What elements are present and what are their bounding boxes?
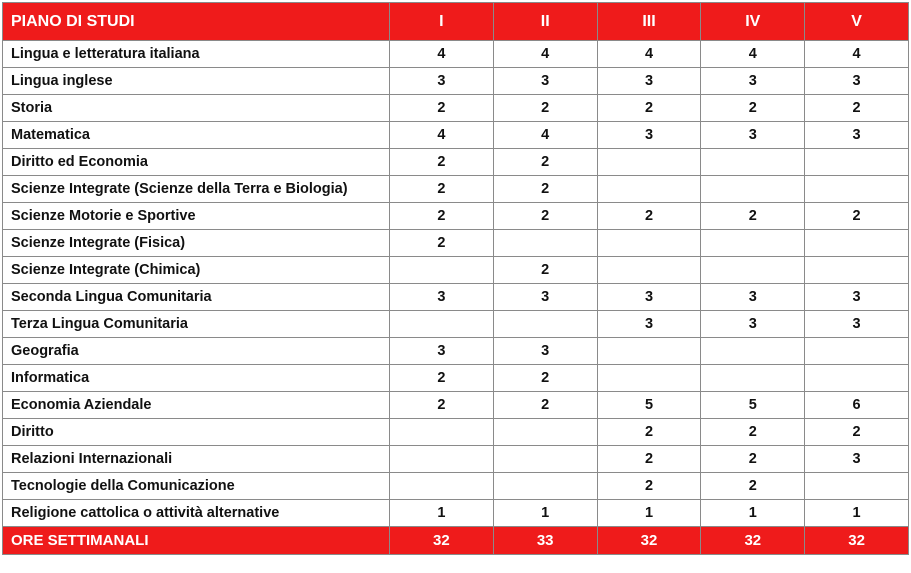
table-row bbox=[3, 392, 909, 419]
hours-cell: 4 bbox=[597, 41, 701, 68]
hours-cell: 4 bbox=[805, 41, 909, 68]
subject-cell: Lingua e letteratura italiana bbox=[3, 41, 390, 68]
hours-cell: 2 bbox=[493, 149, 597, 176]
hours-cell bbox=[390, 473, 494, 500]
hours-cell: 2 bbox=[390, 176, 494, 203]
hours-cell bbox=[493, 419, 597, 446]
table-row bbox=[3, 257, 909, 284]
hours-cell bbox=[493, 311, 597, 338]
hours-cell: 3 bbox=[805, 284, 909, 311]
hours-cell: 5 bbox=[701, 392, 805, 419]
hours-cell bbox=[597, 149, 701, 176]
table-row bbox=[3, 95, 909, 122]
table-row bbox=[3, 176, 909, 203]
hours-cell bbox=[390, 446, 494, 473]
hours-cell bbox=[597, 176, 701, 203]
table-row bbox=[3, 419, 909, 446]
hours-cell bbox=[701, 176, 805, 203]
hours-cell: 3 bbox=[390, 338, 494, 365]
hours-cell: 4 bbox=[493, 122, 597, 149]
hours-cell bbox=[805, 149, 909, 176]
hours-cell: 2 bbox=[390, 392, 494, 419]
hours-cell: 2 bbox=[805, 203, 909, 230]
subject-cell: Diritto ed Economia bbox=[3, 149, 390, 176]
hours-cell: 2 bbox=[701, 446, 805, 473]
hours-cell bbox=[805, 176, 909, 203]
hours-cell: 2 bbox=[701, 473, 805, 500]
hours-cell bbox=[805, 257, 909, 284]
subject-cell: Lingua inglese bbox=[3, 68, 390, 95]
hours-cell: 2 bbox=[597, 95, 701, 122]
table-row bbox=[3, 338, 909, 365]
hours-cell: 2 bbox=[701, 203, 805, 230]
hours-cell bbox=[493, 230, 597, 257]
hours-cell: 3 bbox=[597, 311, 701, 338]
hours-cell: 1 bbox=[390, 500, 494, 527]
subject-cell: Scienze Integrate (Scienze della Terra e Biologia) bbox=[3, 176, 390, 203]
subject-cell: Tecnologie della Comunicazione bbox=[3, 473, 390, 500]
subject-cell: Scienze Motorie e Sportive bbox=[3, 203, 390, 230]
hours-cell: 1 bbox=[493, 500, 597, 527]
table-row bbox=[3, 284, 909, 311]
hours-cell: 2 bbox=[493, 257, 597, 284]
hours-cell: 2 bbox=[701, 419, 805, 446]
hours-cell: 3 bbox=[493, 68, 597, 95]
hours-cell: 3 bbox=[701, 68, 805, 95]
table-row bbox=[3, 230, 909, 257]
year-header: I bbox=[390, 3, 494, 41]
hours-cell: 2 bbox=[493, 392, 597, 419]
hours-cell: 3 bbox=[597, 284, 701, 311]
hours-cell bbox=[597, 338, 701, 365]
hours-cell: 2 bbox=[493, 365, 597, 392]
hours-cell bbox=[701, 365, 805, 392]
hours-cell bbox=[493, 446, 597, 473]
hours-cell: 2 bbox=[390, 95, 494, 122]
totals-label: ORE SETTIMANALI bbox=[3, 527, 390, 555]
header-row bbox=[3, 3, 909, 41]
hours-cell bbox=[390, 257, 494, 284]
total-cell: 32 bbox=[701, 527, 805, 555]
hours-cell: 2 bbox=[597, 203, 701, 230]
hours-cell bbox=[805, 365, 909, 392]
hours-cell bbox=[701, 257, 805, 284]
subject-cell: Storia bbox=[3, 95, 390, 122]
table-row bbox=[3, 500, 909, 527]
hours-cell: 3 bbox=[805, 68, 909, 95]
hours-cell bbox=[390, 419, 494, 446]
year-header: III bbox=[597, 3, 701, 41]
table-row bbox=[3, 68, 909, 95]
total-cell: 32 bbox=[390, 527, 494, 555]
table-row bbox=[3, 365, 909, 392]
subject-cell: Scienze Integrate (Chimica) bbox=[3, 257, 390, 284]
table-footer bbox=[3, 527, 909, 555]
subject-cell: Scienze Integrate (Fisica) bbox=[3, 230, 390, 257]
hours-cell: 2 bbox=[390, 365, 494, 392]
hours-cell: 2 bbox=[493, 95, 597, 122]
subject-cell: Diritto bbox=[3, 419, 390, 446]
hours-cell: 3 bbox=[493, 284, 597, 311]
hours-cell bbox=[701, 338, 805, 365]
hours-cell: 4 bbox=[390, 122, 494, 149]
year-header: V bbox=[805, 3, 909, 41]
subject-cell: Matematica bbox=[3, 122, 390, 149]
hours-cell: 1 bbox=[701, 500, 805, 527]
hours-cell bbox=[493, 473, 597, 500]
hours-cell: 3 bbox=[597, 122, 701, 149]
subject-cell: Terza Lingua Comunitaria bbox=[3, 311, 390, 338]
hours-cell bbox=[805, 338, 909, 365]
hours-cell bbox=[390, 311, 494, 338]
hours-cell: 3 bbox=[390, 68, 494, 95]
hours-cell: 2 bbox=[805, 419, 909, 446]
table-row bbox=[3, 203, 909, 230]
table-body bbox=[3, 41, 909, 527]
hours-cell: 2 bbox=[701, 95, 805, 122]
hours-cell: 4 bbox=[701, 41, 805, 68]
table-row bbox=[3, 149, 909, 176]
hours-cell: 5 bbox=[597, 392, 701, 419]
year-header: IV bbox=[701, 3, 805, 41]
hours-cell: 4 bbox=[390, 41, 494, 68]
hours-cell: 3 bbox=[805, 122, 909, 149]
hours-cell: 2 bbox=[493, 176, 597, 203]
hours-cell bbox=[597, 365, 701, 392]
table-header bbox=[3, 3, 909, 41]
hours-cell: 4 bbox=[493, 41, 597, 68]
hours-cell bbox=[597, 257, 701, 284]
hours-cell: 6 bbox=[805, 392, 909, 419]
hours-cell bbox=[805, 473, 909, 500]
total-cell: 32 bbox=[597, 527, 701, 555]
hours-cell: 2 bbox=[390, 149, 494, 176]
hours-cell: 3 bbox=[701, 284, 805, 311]
hours-cell: 3 bbox=[493, 338, 597, 365]
table-row bbox=[3, 41, 909, 68]
table-row bbox=[3, 122, 909, 149]
table-row bbox=[3, 473, 909, 500]
hours-cell: 3 bbox=[597, 68, 701, 95]
total-cell: 32 bbox=[805, 527, 909, 555]
table-row bbox=[3, 311, 909, 338]
hours-cell: 3 bbox=[701, 311, 805, 338]
hours-cell bbox=[597, 230, 701, 257]
hours-cell: 3 bbox=[805, 446, 909, 473]
subject-cell: Relazioni Internazionali bbox=[3, 446, 390, 473]
hours-cell bbox=[701, 230, 805, 257]
year-header: II bbox=[493, 3, 597, 41]
table-title: PIANO DI STUDI bbox=[3, 3, 390, 41]
hours-cell: 2 bbox=[493, 203, 597, 230]
hours-cell: 1 bbox=[805, 500, 909, 527]
subject-cell: Economia Aziendale bbox=[3, 392, 390, 419]
hours-cell: 2 bbox=[597, 473, 701, 500]
hours-cell: 3 bbox=[701, 122, 805, 149]
hours-cell: 2 bbox=[390, 203, 494, 230]
hours-cell: 2 bbox=[597, 419, 701, 446]
hours-cell: 3 bbox=[805, 311, 909, 338]
subject-cell: Religione cattolica o attività alternative bbox=[3, 500, 390, 527]
hours-cell: 2 bbox=[805, 95, 909, 122]
hours-cell bbox=[805, 230, 909, 257]
hours-cell: 2 bbox=[597, 446, 701, 473]
table-row bbox=[3, 446, 909, 473]
hours-cell: 1 bbox=[597, 500, 701, 527]
subject-cell: Informatica bbox=[3, 365, 390, 392]
hours-cell bbox=[701, 149, 805, 176]
subject-cell: Seconda Lingua Comunitaria bbox=[3, 284, 390, 311]
subject-cell: Geografia bbox=[3, 338, 390, 365]
totals-row bbox=[3, 527, 909, 555]
study-plan-table bbox=[2, 2, 909, 555]
hours-cell: 2 bbox=[390, 230, 494, 257]
total-cell: 33 bbox=[493, 527, 597, 555]
hours-cell: 3 bbox=[390, 284, 494, 311]
